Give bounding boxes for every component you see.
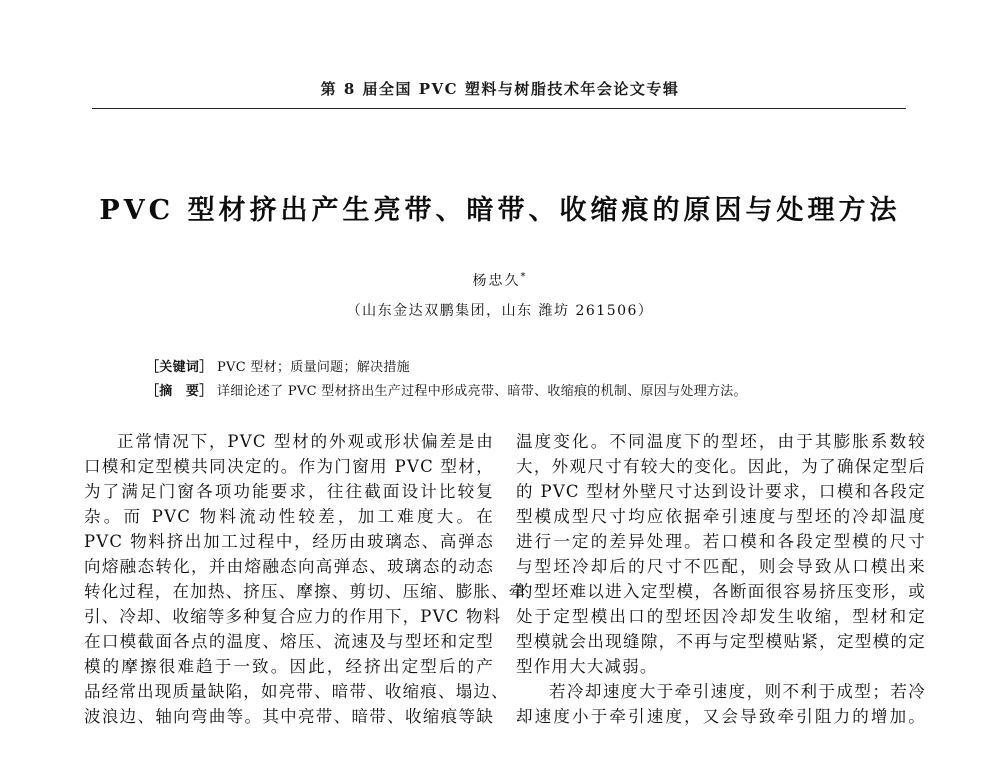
body-line: 型作用大大减弱。: [516, 657, 658, 676]
body-line: 正常情况下，PVC 型材的外观或形状偏差是由: [117, 432, 494, 451]
body-line: 若冷却速度大于牵引速度，则不利于成型；若冷: [549, 682, 926, 701]
body-line: 型模就会出现缝隙，不再与定型模贴紧，定型模的定: [516, 632, 926, 651]
body-line: 杂。而 PVC 物料流动性较差，加工难度大。在: [84, 507, 494, 526]
body-column-right: [516, 429, 926, 729]
body-line: 处于定型模出口的型坯因冷却发生收缩，型材和定: [516, 607, 926, 626]
author-footnote-mark: *: [520, 271, 528, 283]
body-line: PVC 物料挤出加工过程中，经历由玻璃态、高弹态: [84, 532, 494, 551]
keywords-text: PVC 型材；质量问题；解决措施: [216, 360, 410, 375]
body-line: 的 PVC 型材外壁尺寸达到设计要求，口模和各段定: [516, 482, 926, 501]
keywords-label: ［关键词］: [146, 360, 213, 375]
body-line: 与型坯冷却后的尺寸不匹配，则会导致从口模出来: [516, 557, 926, 576]
body-line: 的型坯难以进入定型模，各断面很容易挤压变形，或: [516, 582, 926, 601]
abstract-line: [146, 380, 747, 399]
body-line: 波浪边、轴向弯曲等。其中亮带、暗带、收缩痕等缺: [84, 707, 494, 726]
body-line: 型模成型尺寸均应依据牵引速度与型坯的冷却温度: [516, 507, 926, 526]
body-line: 引、冷却、收缩等多种复合应力的作用下，PVC 物料: [84, 607, 502, 626]
body-line: 为了满足门窗各项功能要求，往往截面设计比较复: [84, 482, 494, 501]
abstract-label: ［摘 要］: [146, 384, 213, 399]
header-rule: [92, 108, 906, 109]
body-line: 品经常出现质量缺陷，如亮带、暗带、收缩痕、塌边、: [84, 682, 509, 701]
body-line: 模的摩擦很难趋于一致。因此，经挤出定型后的产: [84, 657, 494, 676]
body-line: 转化过程，在加热、挤压、摩擦、剪切、压缩、膨胀、牵: [84, 582, 527, 601]
keywords-line: [146, 356, 410, 375]
body-column-left: [84, 429, 527, 729]
abstract-text: 详细论述了 PVC 型材挤出生产过程中形成亮带、暗带、收缩痕的机制、原因与处理方法。: [216, 384, 747, 399]
body-line: 口模和定型模共同决定的。作为门窗用 PVC 型材，: [84, 457, 494, 476]
author-affiliation: （山东金达双鹏集团，山东 潍坊 261506）: [346, 303, 654, 319]
author-name: 杨忠久: [472, 273, 521, 289]
body-line: 进行一定的差异处理。若口模和各段定型模的尺寸: [516, 532, 926, 551]
author-line: [0, 270, 1000, 290]
body-line: 向熔融态转化，并由熔融态向高弹态、玻璃态的动态: [84, 557, 494, 576]
paper-title: PVC 型材挤出产生亮带、暗带、收缩痕的原因与处理方法: [99, 195, 901, 226]
body-line: 温度变化。不同温度下的型坯，由于其膨胀系数较: [516, 432, 926, 451]
running-header: 第 8 届全国 PVC 塑料与树脂技术年会论文专辑: [320, 80, 680, 98]
body-line: 在口模截面各点的温度、熔压、流速及与型坯和定型: [84, 632, 494, 651]
body-line: 大，外观尺寸有较大的变化。因此，为了确保定型后: [516, 457, 926, 476]
body-line: 却速度小于牵引速度，又会导致牵引阻力的增加。: [516, 707, 926, 726]
